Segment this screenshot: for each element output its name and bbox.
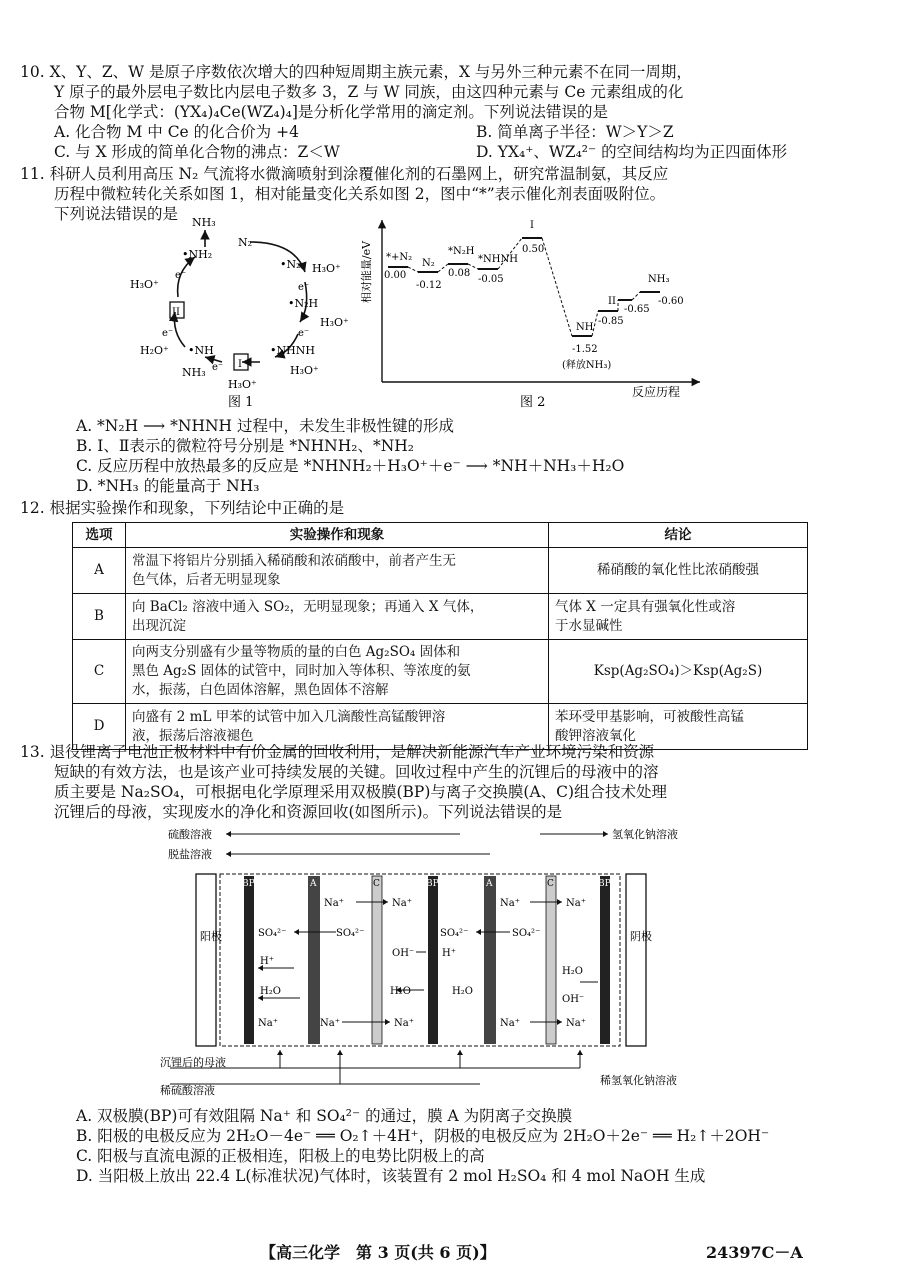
fig1-label-e-3: e⁻ (175, 270, 187, 281)
svg-text:Na⁺: Na⁺ (324, 898, 344, 909)
svg-text:H⁺: H⁺ (442, 948, 456, 959)
fig2-species-n2: N₂ (422, 258, 435, 269)
row-a-conclusion: 稀硝酸的氧化性比浓硝酸强 (549, 548, 808, 594)
fig1-label-h3o-3: H₃O⁺ (290, 364, 319, 377)
label-sulfuric-acid: 硫酸溶液 (168, 828, 212, 841)
fig2-y-label: 相对能量/eV (360, 240, 373, 304)
fig1-label-n2: N₂ (238, 236, 253, 249)
fig1-label-nh: •NH (188, 344, 214, 357)
q11-option-a: A. *N₂H ⟶ *NHNH 过程中，未发生非极性键的形成 (76, 417, 455, 435)
svg-text:SO₄²⁻: SO₄²⁻ (336, 928, 365, 939)
svg-text:Na⁺: Na⁺ (566, 1018, 586, 1029)
fig2-species-start: *+N₂ (386, 252, 413, 263)
table-row (73, 548, 808, 594)
svg-text:C: C (373, 879, 380, 889)
table-row (73, 640, 808, 704)
row-b-con-line2: 于水显碱性 (555, 617, 623, 634)
fig2-species-ii: II (608, 296, 616, 307)
table-row (73, 594, 808, 640)
svg-text:BP: BP (426, 879, 439, 889)
fig2-value-8: -0.60 (658, 296, 684, 307)
fig1-label-h3o-1: H₃O⁺ (312, 262, 341, 275)
figure-1-caption: 图 1 (228, 395, 254, 410)
q11-stem-line1: 11. 科研人员利用高压 N₂ 气流将水微滴喷射到涂覆催化剂的石墨网上，研究常温制氨，其反应 (20, 165, 669, 183)
membrane-bp-1 (244, 876, 254, 1044)
fig1-label-n2h: •N₂H (288, 297, 319, 310)
svg-text:H₂O: H₂O (452, 986, 473, 997)
svg-text:H₂O: H₂O (562, 966, 583, 977)
fig1-label-star-n2: •N₂ (280, 258, 301, 271)
figure-electrodialysis-diagram (160, 822, 720, 1100)
fig1-label-ii: II (172, 307, 180, 318)
fig1-label-h2o-left: H₂O⁺ (140, 344, 169, 357)
q11-option-d: D. *NH₃ 的能量高于 NH₃ (76, 477, 260, 495)
svg-text:Na⁺: Na⁺ (392, 898, 412, 909)
table-header-row (73, 523, 808, 548)
row-d-op-line1: 向盛有 2 mL 甲苯的试管中加入几滴酸性高锰酸钾溶 (132, 708, 446, 725)
q13-option-b: B. 阳极的电极反应为 2H₂O－4e⁻ ══ O₂↑＋4H⁺，阴极的电极反应为 2H₂O＋2e⁻ ══ H₂↑＋2OH⁻ (76, 1127, 770, 1145)
q10-stem-line1: 10. X、Y、Z、W 是原子序数依次增大的四种短周期主族元素，X 与另外三种元素不在同一周期， (20, 63, 692, 81)
cathode-label: 阴极 (630, 930, 652, 943)
anode-electrode (196, 874, 216, 1046)
q11-stem-line2: 历程中微粒转化关系如图 1，相对能量变化关系如图 2，图中“*”表示催化剂表面吸附位。 (54, 185, 666, 203)
figure-2-energy-profile (362, 212, 712, 412)
fig1-label-nh3-bottom: NH₃ (182, 366, 206, 379)
anode-label: 阳极 (200, 930, 222, 943)
q13-option-d: D. 当阳极上放出 22.4 L(标准状况)气体时，该装置有 2 mol H₂SO₄ 和 4 mol NaOH 生成 (76, 1167, 706, 1185)
row-c-op-line2: 黑色 Ag₂S 固体的试管中，同时加入等体积、等浓度的氨 (132, 663, 471, 679)
svg-text:BP: BP (598, 879, 611, 889)
label-mother-liquor: 沉锂后的母液 (160, 1056, 226, 1069)
table-header-conclusion: 结论 (549, 523, 808, 548)
svg-text:OH⁻: OH⁻ (392, 948, 415, 959)
row-d-op-line2: 液，振荡后溶液褪色 (132, 727, 254, 744)
row-a-op-line2: 色气体，后者无明显现象 (132, 571, 281, 588)
q10-option-d: D. YX₄⁺、WZ₄²⁻ 的空间结构均为正四面体形 (476, 143, 788, 161)
svg-text:SO₄²⁻: SO₄²⁻ (258, 928, 287, 939)
svg-text:Na⁺: Na⁺ (394, 1018, 414, 1029)
svg-text:C: C (547, 879, 554, 889)
fig1-label-e-4: e⁻ (162, 328, 174, 339)
label-dilute-naoh: 稀氢氧化钠溶液 (600, 1074, 677, 1087)
figure-2-caption: 图 2 (520, 395, 546, 410)
fig1-label-e-5: e⁻ (212, 362, 224, 373)
svg-text:Na⁺: Na⁺ (258, 1018, 278, 1029)
row-c-operation (126, 640, 549, 704)
page-footer-code: 24397C－A (706, 1243, 803, 1262)
fig2-value-4: 0.50 (522, 244, 545, 255)
fig1-label-e-1: e⁻ (298, 282, 310, 293)
svg-text:Na⁺: Na⁺ (566, 898, 586, 909)
fig2-value-1: -0.12 (416, 280, 442, 291)
table-header-operation: 实验操作和现象 (126, 523, 549, 548)
q11-option-b: B. Ⅰ、Ⅱ表示的微粒符号分别是 *NHNH₂、*NH₂ (76, 437, 414, 455)
membrane-a-2 (484, 876, 496, 1044)
svg-text:SO₄²⁻: SO₄²⁻ (512, 928, 541, 939)
fig2-value-5: -1.52 (572, 344, 598, 355)
row-c-option: C (73, 640, 126, 704)
row-c-op-line1: 向两支分别盛有少量等物质的量的白色 Ag₂SO₄ 固体和 (132, 644, 461, 660)
row-b-op-line2: 出现沉淀 (132, 617, 186, 634)
svg-text:H⁺: H⁺ (260, 956, 274, 967)
page-footer-center: 【高三化学 第 3 页(共 6 页)】 (260, 1243, 496, 1262)
svg-text:Na⁺: Na⁺ (500, 1018, 520, 1029)
row-d-option: D (73, 704, 126, 750)
membrane-bp-2 (428, 876, 438, 1044)
fig2-species-n2h: *N₂H (448, 246, 475, 257)
fig2-value-2: 0.08 (448, 268, 471, 279)
q10-option-c: C. 与 X 形成的简单化合物的沸点：Z＜W (54, 143, 340, 161)
row-d-con-line2: 酸钾溶液氧化 (555, 727, 636, 744)
q12-experiment-table (72, 522, 808, 750)
fig2-note: (释放NH₃) (562, 360, 612, 371)
fig1-label-nh3-top: NH₃ (192, 216, 216, 229)
membrane-c-2 (546, 876, 556, 1044)
row-c-op-line3: 水，振荡，白色固体溶解，黑色固体不溶解 (132, 682, 389, 698)
q13-option-c: C. 阳极与直流电源的正极相连，阳极上的电势比阴极上的高 (76, 1147, 485, 1165)
row-a-option: A (73, 548, 126, 594)
fig2-species-nh: NH (576, 322, 594, 333)
q10-stem-line3: 合物 M[化学式：(YX₄)₄Ce(WZ₄)₄]是分析化学常用的滴定剂。下列说法错误的是 (54, 103, 608, 121)
fig1-label-i: I (238, 359, 242, 370)
svg-text:H₂O: H₂O (260, 986, 281, 997)
table-header-option: 选项 (73, 523, 126, 548)
cell-boundary (220, 874, 620, 1046)
q11-option-c: C. 反应历程中放热最多的反应是 *NHNH₂＋H₃O⁺＋e⁻ ⟶ *NH＋NH₃＋H₂O (76, 457, 625, 475)
figure-1-cycle-diagram (130, 212, 360, 412)
fig2-value-0: 0.00 (384, 270, 407, 281)
row-c-conclusion: Ksp(Ag₂SO₄)＞Ksp(Ag₂S) (549, 640, 808, 704)
fig2-species-nh3: NH₃ (648, 274, 670, 285)
q10-option-a: A. 化合物 M 中 Ce 的化合价为 +4 (54, 123, 299, 141)
q13-stem-line2: 短缺的有效方法，也是该产业可持续发展的关键。回收过程中产生的沉锂后的母液中的溶 (54, 763, 659, 781)
fig1-label-nhnh: •NHNH (270, 344, 315, 357)
fig1-label-nh2: •NH₂ (182, 248, 213, 261)
q12-stem: 12. 根据实验操作和现象，下列结论中正确的是 (20, 499, 345, 517)
svg-text:A: A (486, 879, 493, 889)
svg-text:A: A (310, 879, 317, 889)
row-b-con-line1: 气体 X 一定具有强氧化性或溶 (555, 598, 736, 615)
svg-text:BP: BP (242, 879, 255, 889)
svg-text:OH⁻: OH⁻ (562, 994, 585, 1005)
q11-stem-line3: 下列说法错误的是 (54, 205, 179, 223)
svg-text:H₂O: H₂O (390, 986, 411, 997)
row-a-operation (126, 548, 549, 594)
fig1-label-h3o-left: H₃O⁺ (130, 278, 159, 291)
membrane-c-1 (372, 876, 382, 1044)
q10-option-b: B. 简单离子半径：W＞Y＞Z (476, 123, 674, 141)
fig1-label-h3o-2: H₃O⁺ (320, 316, 349, 329)
row-b-conclusion (549, 594, 808, 640)
fig2-value-6: -0.85 (598, 316, 624, 327)
q13-stem-line3: 质主要是 Na₂SO₄，可根据电化学原理采用双极膜(BP)与离子交换膜(A、C)组合技术处理 (54, 783, 668, 801)
fig2-x-label: 反应历程 (632, 385, 681, 399)
membrane-a-1 (308, 876, 320, 1044)
q13-stem-line4: 沉锂后的母液，实现废水的净化和资源回收(如图所示)。下列说法错误的是 (54, 803, 563, 821)
row-b-operation (126, 594, 549, 640)
row-b-option: B (73, 594, 126, 640)
label-naoh-top: 氢氧化钠溶液 (612, 828, 678, 841)
q13-option-a: A. 双极膜(BP)可有效阻隔 Na⁺ 和 SO₄²⁻ 的通过，膜 A 为阴离子交换膜 (76, 1107, 573, 1125)
row-d-con-line1: 苯环受甲基影响，可被酸性高锰 (555, 708, 744, 725)
q10-stem-line2: Y 原子的最外层电子数比内层电子数多 3，Z 与 W 同族，由这四种元素与 Ce 元素组成的化 (54, 83, 684, 101)
q13-stem-line1: 13. 退役锂离子电池正极材料中有价金属的回收利用，是解决新能源汽车产业环境污染和资源 (20, 743, 655, 761)
row-b-op-line1: 向 BaCl₂ 溶液中通入 SO₂，无明显现象；再通入 X 气体， (132, 598, 484, 615)
fig1-label-e-2: e⁻ (298, 328, 310, 339)
label-desalted: 脱盐溶液 (168, 848, 212, 861)
fig2-value-7: -0.65 (624, 304, 650, 315)
svg-text:Na⁺: Na⁺ (500, 898, 520, 909)
membrane-bp-3 (600, 876, 610, 1044)
fig2-value-3: -0.05 (478, 274, 504, 285)
label-dilute-sulfuric: 稀硫酸溶液 (160, 1084, 215, 1097)
cathode-electrode (626, 874, 646, 1046)
row-a-op-line1: 常温下将铝片分别插入稀硝酸和浓硝酸中，前者产生无 (132, 552, 456, 569)
fig1-label-h3o-bottom: H₃O⁺ (228, 378, 257, 391)
svg-text:SO₄²⁻: SO₄²⁻ (440, 928, 469, 939)
fig2-species-nhnh: *NHNH (478, 254, 518, 265)
svg-text:Na⁺: Na⁺ (320, 1018, 340, 1029)
fig2-species-i: I (530, 220, 534, 231)
